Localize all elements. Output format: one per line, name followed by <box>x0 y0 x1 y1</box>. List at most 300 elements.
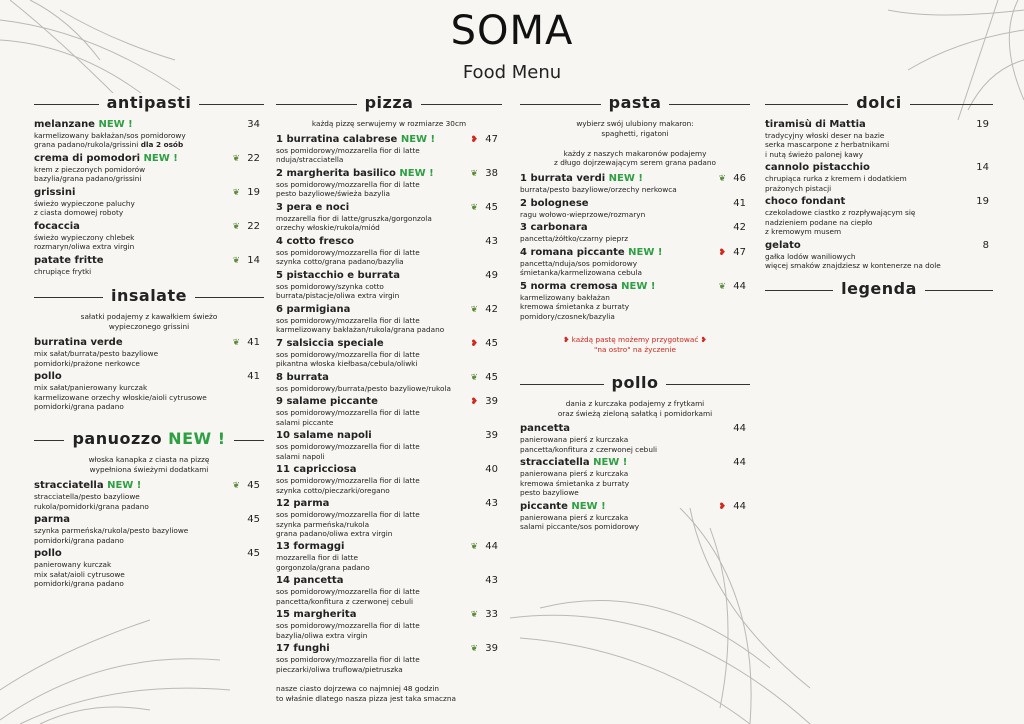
item-description <box>765 131 993 159</box>
item-description <box>34 131 264 150</box>
item-description <box>34 199 264 218</box>
item-name: 1 burrata verdi NEW ! <box>520 173 643 185</box>
item-description <box>520 210 750 219</box>
leaf-icon: ❦ <box>470 644 478 655</box>
section-title-antipasti: antipasti <box>99 93 200 112</box>
item-price: 45 <box>247 480 260 492</box>
item-price: 44 <box>733 280 746 292</box>
item-price: 44 <box>733 457 746 469</box>
section-title-wrap <box>765 93 993 112</box>
description-line: kremowa śmietanka z burraty <box>520 478 630 488</box>
menu-item <box>520 281 750 321</box>
brand-title: SOMA <box>450 8 574 54</box>
section-note <box>34 312 264 332</box>
menu-item <box>520 222 750 243</box>
description-line: pancetta/żółtko/czarny pieprz <box>520 234 629 244</box>
item-name: piccante NEW ! <box>520 500 606 512</box>
item-name: 7 salsiccia speciale <box>276 337 384 349</box>
new-badge: NEW ! <box>567 500 606 512</box>
menu-item <box>276 464 502 495</box>
item-description <box>520 293 750 321</box>
description-line: z kremowym musem <box>765 227 842 237</box>
item-name: focaccia <box>34 220 80 232</box>
item-description <box>276 316 502 335</box>
description-line: bazylia/grana padano/grissini <box>34 174 142 184</box>
item-name: 17 funghi <box>276 643 330 655</box>
item-description <box>765 252 993 271</box>
item-price: 45 <box>485 201 498 213</box>
section-title-panuozzo: panuozzo NEW ! <box>64 429 233 448</box>
item-price: 44 <box>733 500 746 512</box>
item-description <box>276 476 502 495</box>
item-name: 15 margherita <box>276 609 357 621</box>
item-description <box>520 513 750 532</box>
menu-item <box>276 643 502 674</box>
leaf-icon: ❦ <box>470 610 478 621</box>
item-price: 33 <box>485 609 498 621</box>
description-line: sos pomidorowy/burrata/pesto bazyliowe/rukola <box>276 383 451 393</box>
description-line: stracciatella/pesto bazyliowe <box>34 492 140 502</box>
section-header-insalate <box>34 286 264 308</box>
item-price: 43 <box>485 575 498 587</box>
description-line: burrata/pesto bazyliowe/orzechy nerkowca <box>520 185 677 195</box>
new-badge: NEW ! <box>605 173 643 185</box>
item-price: 38 <box>485 167 498 179</box>
item-description <box>34 349 264 368</box>
item-price: 39 <box>485 430 498 442</box>
description-line: sos pomidorowy/mozzarella fior di latte <box>276 510 420 520</box>
description-line: karmelizowane orzechy włoskie/aioli cytrusowe <box>34 392 207 402</box>
item-name: crema di pomodori NEW ! <box>34 152 178 164</box>
pizza-footnote <box>276 684 502 704</box>
section-note <box>520 399 750 419</box>
item-price: 14 <box>247 254 260 266</box>
item-description <box>520 234 750 243</box>
item-price: 45 <box>247 548 260 560</box>
section-title-wrap <box>765 279 993 298</box>
description-line: sos pomidorowy/mozzarella fior di latte <box>276 621 420 631</box>
menu-item <box>34 548 264 588</box>
menu-item <box>34 514 264 545</box>
menu-item <box>34 187 264 218</box>
item-name: 4 romana piccante NEW ! <box>520 246 663 258</box>
chili-icon: ❥ <box>718 501 726 512</box>
item-price: 22 <box>247 220 260 232</box>
item-price: 19 <box>976 119 989 130</box>
chili-icon: ❥ <box>470 397 478 408</box>
description-line: sos pomidorowy/mozzarella fior di latte <box>276 315 420 325</box>
item-description <box>520 185 750 194</box>
section-header-antipasti <box>34 93 264 115</box>
menu-item <box>276 396 502 427</box>
section-header-legenda <box>765 279 993 301</box>
item-description <box>276 350 502 369</box>
leaf-icon: ❦ <box>470 202 478 213</box>
description-line: mozzarella fior di latte <box>276 553 358 563</box>
item-price: 40 <box>485 464 498 476</box>
item-description <box>34 492 264 511</box>
item-price: 14 <box>976 162 989 174</box>
item-name: choco fondant <box>765 196 846 208</box>
section-header-pollo <box>520 373 750 395</box>
item-name: 4 cotto fresco <box>276 235 354 247</box>
item-name: patate fritte <box>34 254 104 266</box>
item-description <box>276 510 502 538</box>
description-line: sos pomidorowy/mozzarella fior di latte <box>276 476 420 486</box>
menu-item <box>34 337 264 368</box>
description-line: pesto bazyliowe/świeża bazylia <box>276 189 390 199</box>
item-description <box>34 233 264 252</box>
menu-item <box>276 575 502 606</box>
note-line: każdą pizzę serwujemy w rozmiarze 30cm <box>311 119 467 128</box>
description-line: świeżo wypieczone paluchy <box>34 198 135 208</box>
description-line: panierowany kurczak <box>34 560 112 570</box>
leaf-icon: ❦ <box>232 153 240 164</box>
item-price: 22 <box>247 152 260 164</box>
description-line: sos pomidorowy/szynka cotto <box>276 281 384 291</box>
leaf-icon: ❦ <box>470 542 478 553</box>
section-title-pollo: pollo <box>604 373 667 392</box>
description-line: mix sałat/panierowany kurczak <box>34 383 148 393</box>
description-line: pomidorki/grana padano <box>34 579 124 589</box>
item-description <box>276 553 502 572</box>
section-header-panuozzo <box>34 429 264 451</box>
description-line: sos pomidorowy/mozzarella fior di latte <box>276 655 420 665</box>
menu-item <box>276 270 502 301</box>
menu-item <box>520 423 750 454</box>
menu-item <box>34 371 264 411</box>
item-description <box>34 526 264 545</box>
description-line: mozzarella fior di latte/gruszka/gorgonzola <box>276 213 432 223</box>
description-line: pomidorki/grana padano <box>34 535 124 545</box>
menu-item <box>276 168 502 199</box>
item-name: 13 formaggi <box>276 541 345 553</box>
leaf-icon: ❦ <box>718 174 726 185</box>
leaf-icon: ❦ <box>232 255 240 266</box>
menu-item <box>520 247 750 278</box>
description-line: szynka cotto/grana padano/bazylia <box>276 257 404 267</box>
note-line: z długo dojrzewającym serem grana padano <box>554 158 716 168</box>
note-line: sałatki podajemy z kawałkiem świeżo <box>80 312 218 322</box>
description-line: prażonych pistacji <box>765 183 832 193</box>
item-price: 46 <box>733 173 746 185</box>
description-line: ragu wołowo-wieprzowe/rozmaryn <box>520 209 646 219</box>
description-line: pesto bazyliowe <box>520 488 579 498</box>
item-price: 41 <box>733 197 746 209</box>
note-line <box>520 139 750 149</box>
item-description <box>276 180 502 199</box>
description-line: bazylia/oliwa extra virgin <box>276 630 368 640</box>
item-name: pollo <box>34 371 62 383</box>
description-line: pomidorki/prażone nerkowce <box>34 358 140 368</box>
item-name: pollo <box>34 548 62 560</box>
item-description <box>34 560 264 588</box>
section-title-wrap <box>34 286 264 305</box>
item-name: cannolo pistacchio <box>765 162 870 174</box>
item-price: 19 <box>976 196 989 208</box>
item-name: 3 carbonara <box>520 222 588 234</box>
description-line: pancetta/konfitura z czerwonej cebuli <box>520 444 657 454</box>
menu-item <box>765 196 993 236</box>
description-line: pancetta/nduja/sos pomidorowy <box>520 258 638 268</box>
menu-item <box>765 162 993 193</box>
description-line: tradycyjny włoski deser na bazie <box>765 131 885 140</box>
section-note <box>34 455 264 475</box>
menu-item <box>276 304 502 335</box>
column-2 <box>276 93 502 709</box>
item-name: 3 pera e noci <box>276 201 350 213</box>
item-price: 41 <box>247 371 260 383</box>
item-extra: dla 2 osób <box>138 140 184 150</box>
description-line: gałka lodów waniliowych <box>765 251 856 261</box>
item-name: 1 burratina calabrese NEW ! <box>276 133 436 145</box>
description-line: więcej smaków znajdziesz w kontenerze na dole <box>765 261 941 271</box>
leaf-decoration-bottom-center <box>510 508 830 724</box>
description-line: krem z pieczonych pomidorów <box>34 164 146 174</box>
section-title-dolci: dolci <box>848 93 909 112</box>
chili-icon: ❥ <box>470 338 478 349</box>
section-title-wrap <box>520 93 750 112</box>
spicy-note <box>520 335 750 355</box>
description-line: świeżo wypieczony chlebek <box>34 232 135 242</box>
description-line: nduja/stracciatella <box>276 155 344 165</box>
chili-icon: ❥ <box>470 134 478 145</box>
item-description <box>520 469 750 497</box>
menu-item <box>520 457 750 497</box>
item-description <box>276 282 502 301</box>
section-title-wrap <box>276 93 502 112</box>
item-name: grissini <box>34 186 76 198</box>
item-name: 12 parma <box>276 498 330 510</box>
item-price: 45 <box>485 337 498 349</box>
leaf-decoration-bottom-left <box>0 590 240 724</box>
description-line: sos pomidorowy/mozzarella fior di latte <box>276 247 420 257</box>
description-line: sos pomidorowy/mozzarella fior di latte <box>276 179 420 189</box>
item-description <box>276 146 502 165</box>
item-price: 43 <box>485 235 498 247</box>
item-description <box>276 587 502 606</box>
menu-item <box>276 202 502 233</box>
spicy-note-line: ❥ każdą pastę możemy przygotować ❥ <box>563 335 707 345</box>
description-line: z ciasta domowej roboty <box>34 208 124 218</box>
section-title-pizza: pizza <box>357 93 422 112</box>
item-description <box>276 248 502 267</box>
item-description <box>34 165 264 184</box>
footnote-line: nasze ciasto dojrzewa co najmniej 48 godzin <box>276 684 440 694</box>
item-price: 47 <box>733 246 746 258</box>
leaf-icon: ❦ <box>232 338 240 349</box>
leaf-icon: ❦ <box>232 221 240 232</box>
description-line: mix sałat/burrata/pesto bazyliowe <box>34 349 159 359</box>
item-name: 11 capricciosa <box>276 464 357 476</box>
note-line: oraz świeżą zieloną sałatką i pomidorkami <box>557 408 713 418</box>
item-name: burratina verde <box>34 337 123 349</box>
item-name: 10 salame napoli <box>276 430 372 442</box>
description-line: sos pomidorowy/mozzarella fior di latte <box>276 349 420 359</box>
note-line: wypieczonego grissini <box>108 322 190 332</box>
description-line: pikantna włoska kiełbasa/cebula/oliwki <box>276 359 418 369</box>
description-line: rozmaryn/oliwa extra virgin <box>34 242 135 252</box>
item-price: 49 <box>485 269 498 281</box>
note-line: dania z kurczaka podajemy z frytkami <box>565 398 705 408</box>
menu-item <box>276 236 502 267</box>
item-description <box>34 267 264 276</box>
item-description <box>765 208 993 236</box>
leaf-icon: ❦ <box>718 281 726 292</box>
chili-icon: ❥ <box>718 247 726 258</box>
item-name: 2 bolognese <box>520 197 589 209</box>
description-line: grana padano/oliwa extra virgin <box>276 528 393 538</box>
section-title-insalate: insalate <box>103 286 195 305</box>
description-line: salami napoli <box>276 451 325 461</box>
item-price: 45 <box>485 371 498 383</box>
description-line: karmelizowany bakłażan/sos pomidorowy <box>34 131 186 140</box>
new-badge: NEW ! <box>103 480 142 492</box>
description-line: serka mascarpone z herbatnikami <box>765 140 890 150</box>
menu-item <box>765 240 993 271</box>
description-line: śmietanka/karmelizowana cebula <box>520 268 642 278</box>
description-line: mix sałat/aioli cytrusowe <box>34 569 125 579</box>
item-description <box>276 655 502 674</box>
leaf-icon: ❦ <box>470 168 478 179</box>
menu-item <box>34 255 264 276</box>
item-name: tiramisù di Mattia <box>765 119 866 130</box>
item-price: 44 <box>733 423 746 435</box>
item-name: parma <box>34 514 71 526</box>
menu-item <box>276 609 502 640</box>
description-line: szynka parmeńska/rukola <box>276 519 370 529</box>
item-name: 14 pancetta <box>276 575 344 587</box>
note-line: włoska kanapka z ciasta na pizzę <box>88 455 210 465</box>
new-badge: NEW ! <box>624 246 663 258</box>
description-line: sos pomidorowy/mozzarella fior di latte <box>276 145 420 155</box>
item-name: 5 norma cremosa NEW ! <box>520 280 656 292</box>
section-note <box>520 119 750 168</box>
item-price: 8 <box>982 239 989 251</box>
description-line: pancetta/konfitura z czerwonej cebuli <box>276 596 413 606</box>
item-price: 34 <box>247 119 260 130</box>
description-line: gorgonzola/grana padano <box>276 562 370 572</box>
description-line: rukola/pomidorki/grana padano <box>34 501 149 511</box>
menu-item <box>34 480 264 511</box>
new-badge: NEW ! <box>589 457 628 469</box>
item-price: 42 <box>733 222 746 234</box>
item-description <box>276 442 502 461</box>
item-price: 45 <box>247 514 260 526</box>
new-badge: NEW ! <box>94 119 133 130</box>
item-price: 39 <box>485 643 498 655</box>
menu-item <box>276 430 502 461</box>
item-price: 41 <box>247 337 260 349</box>
description-line: orzechy włoskie/rukola/miód <box>276 223 380 233</box>
menu-item <box>765 119 993 159</box>
page-subtitle: Food Menu <box>462 62 562 83</box>
section-header-pizza <box>276 93 502 115</box>
menu-item <box>34 153 264 184</box>
item-description <box>276 408 502 427</box>
description-line: chrupiąca rurka z kremem i dodatkiem <box>765 174 907 184</box>
description-line: szynka parmeńska/rukola/pesto bazyliowe <box>34 526 189 536</box>
item-description <box>520 435 750 454</box>
item-name: 9 salame piccante <box>276 396 378 408</box>
menu-item <box>34 221 264 252</box>
item-price: 43 <box>485 498 498 510</box>
section-header-dolci <box>765 93 993 115</box>
note-line: wybierz swój ulubiony makaron: <box>576 119 694 128</box>
description-line: nadzieniem podane na ciepło <box>765 217 873 227</box>
new-badge: NEW ! <box>140 152 178 164</box>
description-line: pomidorki/grana padano <box>34 401 124 411</box>
description-line: sos pomidorowy/mozzarella fior di latte <box>276 408 420 418</box>
section-title-wrap <box>520 373 750 392</box>
item-description <box>276 384 502 393</box>
menu-item <box>276 372 502 393</box>
item-description <box>520 259 750 278</box>
item-name: 2 margherita basilico NEW ! <box>276 167 434 179</box>
description-line: pomidory/czosnek/bazylia <box>520 311 615 321</box>
column-3 <box>520 93 750 535</box>
description-line: grana padano/rukola/grissini dla 2 osób <box>34 140 184 150</box>
item-price: 19 <box>247 186 260 198</box>
description-line: sos pomidorowy/mozzarella fior di latte <box>276 442 420 452</box>
column-4 <box>765 93 993 305</box>
new-badge: NEW ! <box>162 429 226 449</box>
section-note <box>276 119 502 129</box>
item-name: 5 pistacchio e burrata <box>276 269 400 281</box>
new-badge: NEW ! <box>397 133 436 145</box>
note-line: każdy z naszych makaronów podajemy <box>563 148 707 158</box>
item-name: 8 burrata <box>276 371 329 383</box>
description-line: kremowa śmietanka z burraty <box>520 302 630 312</box>
item-description <box>34 383 264 411</box>
leaf-icon: ❦ <box>470 372 478 383</box>
item-description <box>276 214 502 233</box>
leaf-icon: ❦ <box>232 187 240 198</box>
description-line: burrata/pistacje/oliwa extra virgin <box>276 291 400 301</box>
description-line: i nutą świeżo palonej kawy <box>765 149 864 159</box>
item-description <box>765 174 993 193</box>
description-line: pieczarki/oliwa truflowa/pietruszka <box>276 664 403 674</box>
item-name: stracciatella NEW ! <box>520 457 628 469</box>
description-line: sos pomidorowy/mozzarella fior di latte <box>276 587 420 597</box>
column-1 <box>34 93 264 592</box>
item-description <box>276 621 502 640</box>
leaf-icon: ❦ <box>470 304 478 315</box>
spicy-note-line: "na ostro" na życzenie <box>594 344 676 354</box>
item-price: 42 <box>485 303 498 315</box>
menu-item <box>520 198 750 219</box>
menu-item <box>520 173 750 194</box>
description-line: panierowana pierś z kurczaka <box>520 512 629 522</box>
leaf-icon: ❦ <box>232 481 240 492</box>
menu-item <box>276 338 502 369</box>
section-title-pasta: pasta <box>601 93 670 112</box>
item-price: 47 <box>485 133 498 145</box>
menu-item <box>34 119 264 150</box>
item-name: pancetta <box>520 423 571 435</box>
new-badge: NEW ! <box>395 167 434 179</box>
note-line: spaghetti, rigatoni <box>601 128 669 138</box>
note-line: wypełniona świeżymi dodatkami <box>89 465 209 475</box>
item-name: melanzane NEW ! <box>34 119 133 130</box>
description-line: karmelizowany bakłażan/rukola/grana padano <box>276 325 445 335</box>
section-header-pasta <box>520 93 750 115</box>
item-price: 44 <box>485 541 498 553</box>
description-line: salami piccante/sos pomidorowy <box>520 522 640 532</box>
item-name: stracciatella NEW ! <box>34 480 142 492</box>
menu-item <box>276 134 502 165</box>
description-line: chrupiące frytki <box>34 266 92 276</box>
